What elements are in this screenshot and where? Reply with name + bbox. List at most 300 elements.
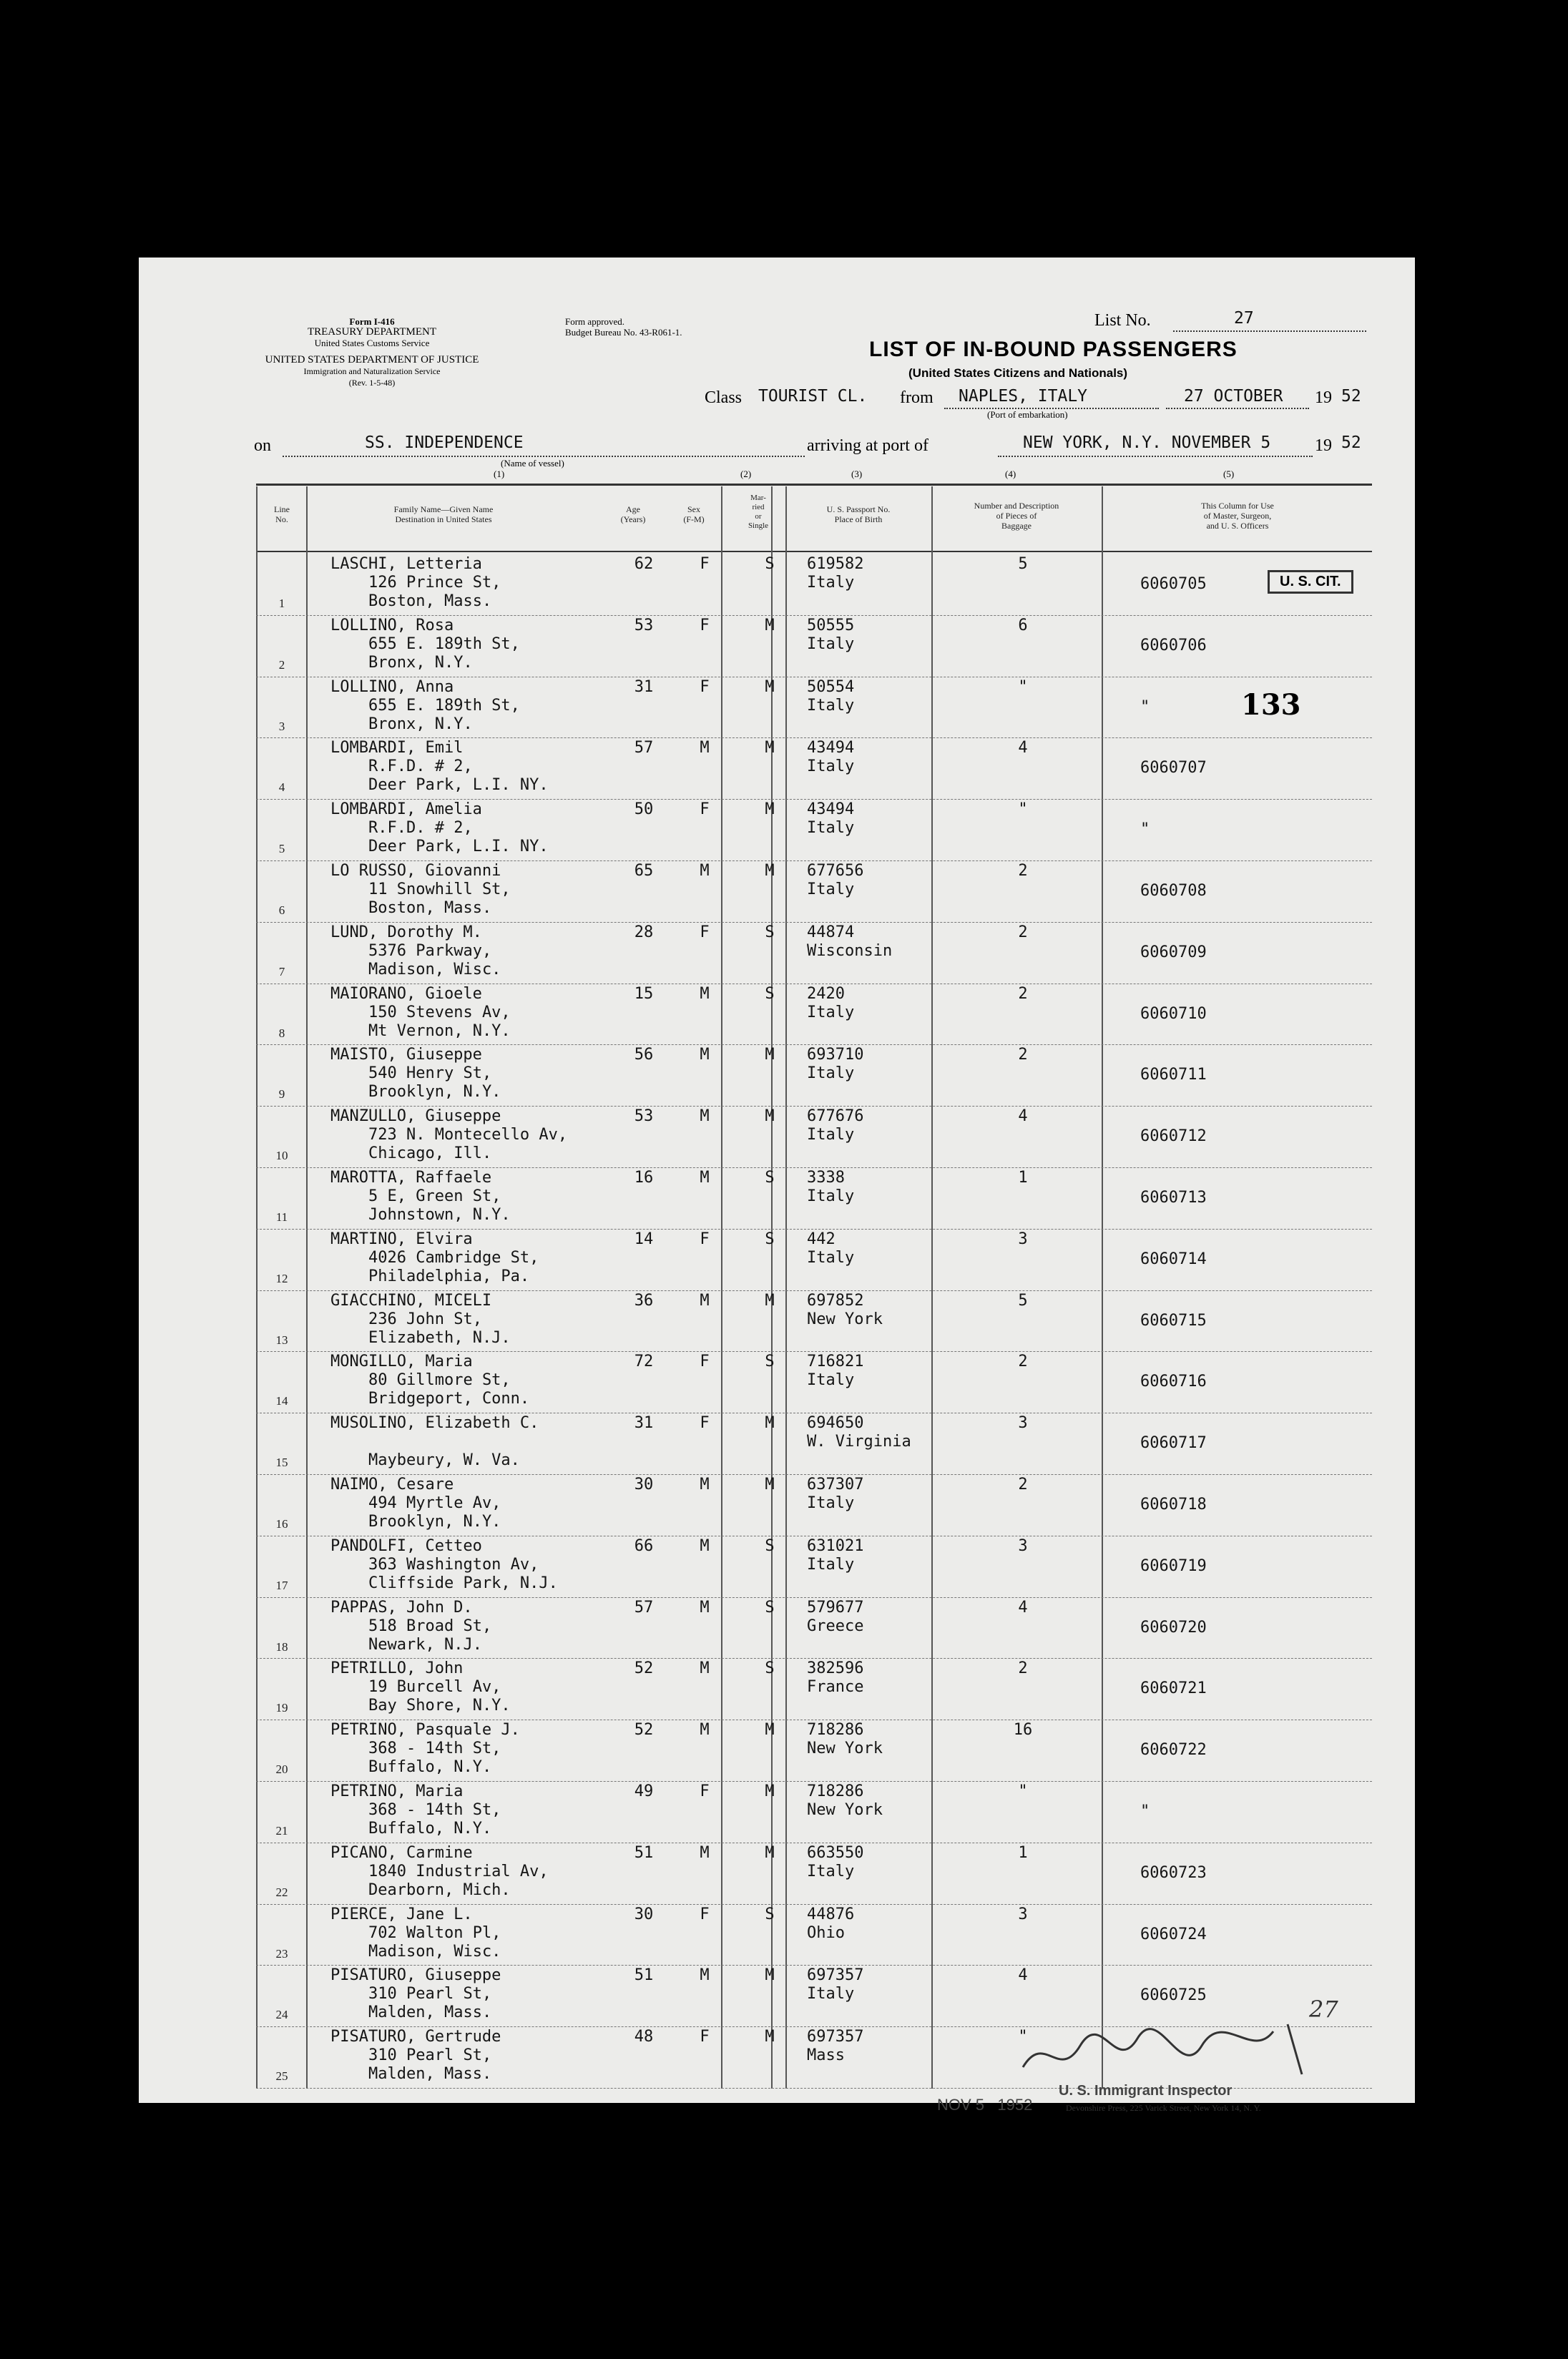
officer-number: 6060705 (1140, 575, 1207, 593)
col-header-officers: This Column for Use of Master, Surgeon, and U. S. Officers (1201, 501, 1274, 531)
address-street: 5 E, Green St, (368, 1187, 501, 1205)
page-title: LIST OF IN-BOUND PASSENGERS (869, 338, 1238, 361)
passenger-name: LO RUSSO, Giovanni (330, 862, 501, 880)
address-street: 655 E. 189th St, (368, 634, 520, 653)
passenger-name: MAIORANO, Gioele (330, 984, 482, 1003)
baggage-count: 4 (1018, 739, 1028, 757)
address-street: R.F.D. # 2, (368, 819, 473, 838)
passenger-name: MANZULLO, Giuseppe (330, 1107, 501, 1126)
passenger-name: LOMBARDI, Amelia (330, 800, 482, 819)
baggage-count: 4 (1018, 1966, 1028, 1985)
marital-status: M (765, 2028, 775, 2046)
col-header-sex: Sex (F-M) (683, 504, 705, 524)
age: 56 (634, 1046, 654, 1064)
marital-status: M (765, 616, 775, 634)
marital-status: S (765, 1598, 775, 1617)
list-no-label: List No. (1094, 311, 1151, 330)
address-city: Deer Park, L.I. NY. (368, 838, 549, 856)
birthplace: Italy (807, 634, 855, 653)
baggage-count: 2 (1018, 1659, 1028, 1678)
address-city: Bay Shore, N.Y. (368, 1697, 511, 1715)
age: 66 (634, 1536, 654, 1555)
passport-number: 382596 (807, 1659, 864, 1678)
line-number: 18 (275, 1639, 288, 1654)
age: 52 (634, 1721, 654, 1740)
line-number: 22 (275, 1885, 288, 1899)
row-divider (256, 1044, 1372, 1045)
baggage-count: " (1018, 2028, 1028, 2046)
sex: M (700, 1966, 710, 1985)
marital-status: S (765, 1659, 775, 1678)
page-subtitle: (United States Citizens and Nationals) (908, 366, 1128, 380)
arr-year-prefix: 19 (1315, 436, 1332, 455)
sex: F (700, 923, 710, 941)
address-street: 126 Prince St, (368, 574, 501, 592)
address-street: 702 Walton Pl, (368, 1923, 501, 1942)
sex: M (700, 1107, 710, 1126)
birthplace: Italy (807, 881, 855, 898)
marital-status: S (765, 1536, 775, 1555)
line-number: 25 (275, 2069, 288, 2084)
passenger-name: GIACCHINO, MICELI (330, 1291, 492, 1310)
line-number: 4 (278, 780, 285, 795)
passport-number: 43494 (807, 739, 855, 757)
from-label: from (900, 388, 934, 407)
age: 31 (634, 677, 654, 696)
officer-number: 6060717 (1140, 1434, 1207, 1453)
baggage-count: 5 (1018, 1291, 1028, 1310)
col-num-2: (2) (740, 469, 752, 479)
address-street: 236 John St, (368, 1310, 482, 1328)
line-number: 3 (278, 719, 285, 733)
sex: M (700, 1046, 710, 1064)
sex: M (700, 1721, 710, 1740)
officer-number: 6060719 (1140, 1556, 1207, 1575)
address-street: 310 Pearl St, (368, 2046, 492, 2065)
line-number: 8 (278, 1026, 285, 1040)
officer-number: " (1140, 697, 1150, 716)
baggage-count: 2 (1018, 1476, 1028, 1494)
address-street: 368 - 14th St, (368, 1801, 501, 1819)
row-divider (256, 1904, 1372, 1905)
passport-number: 50555 (807, 616, 855, 634)
sex: F (700, 1782, 710, 1800)
address-street: 80 Gillmore St, (368, 1371, 511, 1390)
passport-number: 3338 (807, 1169, 845, 1187)
passport-number: 697357 (807, 2028, 864, 2046)
address-street: 723 N. Montecello Av, (368, 1126, 568, 1144)
passport-number: 716821 (807, 1353, 864, 1371)
row-divider (256, 1290, 1372, 1291)
address-street: 363 Washington Av, (368, 1555, 539, 1574)
age: 57 (634, 1598, 654, 1617)
line-number: 21 (275, 1824, 288, 1838)
birthplace: Ohio (807, 1923, 845, 1942)
date-dots (1166, 408, 1309, 409)
age: 36 (634, 1291, 654, 1310)
birthplace: Italy (807, 819, 855, 838)
baggage-count: 4 (1018, 1107, 1028, 1126)
passport-number: 619582 (807, 555, 864, 573)
sex: F (700, 1353, 710, 1371)
marital-status: M (765, 1966, 775, 1985)
officer-number: 6060722 (1140, 1741, 1207, 1760)
marital-status: M (765, 1476, 775, 1494)
age: 53 (634, 1107, 654, 1126)
baggage-count: 2 (1018, 923, 1028, 941)
date-stamp: NOV 5 1952 (937, 2096, 1033, 2114)
passport-number: 43494 (807, 800, 855, 819)
col-num-4: (4) (1005, 469, 1016, 479)
row-divider (256, 1781, 1372, 1782)
passport-number: 677676 (807, 1107, 864, 1126)
birthplace: Italy (807, 1248, 855, 1267)
birthplace: New York (807, 1740, 883, 1758)
baggage-count: 2 (1018, 984, 1028, 1003)
line-number: 7 (278, 964, 285, 979)
birthplace: Italy (807, 1555, 855, 1574)
line-number: 2 (278, 657, 285, 672)
handwritten-tally: 27 (1309, 1996, 1338, 2023)
officer-number: 6060707 (1140, 759, 1207, 778)
address-street: 150 Stevens Av, (368, 1003, 511, 1021)
passenger-name: PIERCE, Jane L. (330, 1905, 473, 1923)
embark-label: (Port of embarkation) (987, 409, 1068, 420)
birthplace: Mass (807, 2046, 845, 2065)
sex: F (700, 616, 710, 634)
passenger-name: PICANO, Carmine (330, 1843, 473, 1862)
row-divider (256, 1658, 1372, 1659)
row-divider (256, 1474, 1372, 1475)
birthplace: Italy (807, 1064, 855, 1083)
marital-status: S (765, 1230, 775, 1248)
baggage-count: 3 (1018, 1414, 1028, 1433)
address-city: Philadelphia, Pa. (368, 1267, 530, 1285)
marital-status: M (765, 1046, 775, 1064)
col-divider (931, 486, 933, 2089)
officer-number: 6060725 (1140, 1986, 1207, 2005)
address-city: Malden, Mass. (368, 2065, 492, 2084)
age: 62 (634, 555, 654, 573)
arr-year: 52 (1341, 433, 1361, 452)
sex: F (700, 2028, 710, 2046)
officer-number: 6060709 (1140, 943, 1207, 961)
sex: M (700, 1598, 710, 1617)
baggage-count: 1 (1018, 1169, 1028, 1187)
passenger-name: LUND, Dorothy M. (330, 923, 482, 941)
address-street: 540 Henry St, (368, 1064, 492, 1083)
age: 57 (634, 739, 654, 757)
line-number: 11 (275, 1210, 288, 1224)
table-top-rule (256, 484, 1372, 486)
col-num-5: (5) (1223, 469, 1235, 479)
address-city: Brooklyn, N.Y. (368, 1513, 501, 1531)
passenger-name: MAROTTA, Raffaele (330, 1169, 492, 1187)
passenger-name: MARTINO, Elvira (330, 1230, 473, 1248)
passport-number: 631021 (807, 1536, 864, 1555)
tally-number-133: 133 (1241, 688, 1301, 722)
passenger-name: MUSOLINO, Elizabeth C. (330, 1414, 539, 1433)
age: 50 (634, 800, 654, 819)
passenger-name: PISATURO, Gertrude (330, 2028, 501, 2046)
passenger-name: PAPPAS, John D. (330, 1598, 473, 1617)
sex: M (700, 739, 710, 757)
marital-status: M (765, 1107, 775, 1126)
arrival-dots (998, 456, 1313, 457)
year-prefix: 19 (1315, 388, 1332, 407)
line-number: 24 (275, 2008, 288, 2022)
baggage-count: " (1018, 1782, 1028, 1800)
class-value: TOURIST CL. (758, 387, 868, 406)
sex: M (700, 862, 710, 880)
baggage-count: 2 (1018, 1353, 1028, 1371)
marital-status: M (765, 1414, 775, 1433)
passport-number: 2420 (807, 984, 845, 1003)
baggage-count: 16 (1013, 1721, 1033, 1740)
passport-number: 697357 (807, 1966, 864, 1985)
col-num-1: (1) (494, 469, 505, 479)
age: 51 (634, 1966, 654, 1985)
printer-imprint: Devonshire Press, 225 Varick Street, New York 14, N. Y. (1066, 2103, 1261, 2113)
line-number: 9 (278, 1087, 285, 1102)
marital-status: M (765, 862, 775, 880)
marital-status: S (765, 555, 775, 573)
sex: M (700, 1659, 710, 1678)
birthplace: Italy (807, 574, 855, 592)
passenger-name: PANDOLFI, Cetteo (330, 1536, 482, 1555)
age: 30 (634, 1905, 654, 1923)
age: 30 (634, 1476, 654, 1494)
col-header-age: Age (Years) (620, 504, 646, 524)
passport-number: 718286 (807, 1782, 864, 1800)
form-approved: Form approved. (565, 316, 625, 327)
birthplace: W. Virginia (807, 1433, 911, 1451)
officer-number: 6060711 (1140, 1066, 1207, 1084)
revision: (Rev. 1-5-48) (348, 378, 396, 388)
marital-status: S (765, 923, 775, 941)
baggage-count: 1 (1018, 1843, 1028, 1862)
justice-dept: UNITED STATES DEPARTMENT OF JUSTICE (265, 354, 479, 366)
age: 48 (634, 2028, 654, 2046)
address-city: Boston, Mass. (368, 899, 492, 917)
marital-status: M (765, 1291, 775, 1310)
arrival-value: NEW YORK, N.Y. NOVEMBER 5 (1023, 433, 1271, 452)
marital-status: S (765, 984, 775, 1003)
address-city: Deer Park, L.I. NY. (368, 776, 549, 795)
passport-number: 677656 (807, 862, 864, 880)
treasury-dept: TREASURY DEPARTMENT (307, 326, 437, 338)
baggage-count: 2 (1018, 1046, 1028, 1064)
birthplace: Wisconsin (807, 941, 893, 960)
baggage-count: " (1018, 800, 1028, 819)
marital-status: S (765, 1353, 775, 1371)
sex: M (700, 1291, 710, 1310)
baggage-count: 4 (1018, 1598, 1028, 1617)
birthplace: Italy (807, 757, 855, 776)
passport-number: 579677 (807, 1598, 864, 1617)
line-number: 14 (275, 1394, 288, 1408)
row-divider (256, 1351, 1372, 1352)
passport-number: 50554 (807, 677, 855, 696)
age: 52 (634, 1659, 654, 1678)
form-header-left (243, 316, 501, 348)
year-value: 52 (1341, 387, 1361, 406)
address-city: Boston, Mass. (368, 592, 492, 610)
sex: M (700, 1169, 710, 1187)
inspector-signature (1016, 2017, 1345, 2089)
line-number: 1 (278, 597, 285, 610)
address-city: Elizabeth, N.J. (368, 1328, 511, 1347)
passport-number: 693710 (807, 1046, 864, 1064)
line-number: 23 (275, 1946, 288, 1961)
passenger-name: LOLLINO, Rosa (330, 616, 454, 634)
arriving-label: arriving at port of (807, 436, 928, 455)
line-number: 20 (275, 1762, 288, 1777)
marital-status: M (765, 677, 775, 696)
officer-number: 6060706 (1140, 636, 1207, 654)
address-street: 5376 Parkway, (368, 941, 492, 960)
officer-number: 6060708 (1140, 882, 1207, 900)
birthplace: Italy (807, 696, 855, 715)
birthplace: New York (807, 1801, 883, 1819)
row-divider (256, 860, 1372, 861)
line-number: 16 (275, 1517, 288, 1531)
col-divider (306, 486, 308, 2089)
col-divider (256, 486, 258, 2089)
line-number: 13 (275, 1333, 288, 1347)
officer-number: 6060715 (1140, 1311, 1207, 1330)
row-divider (256, 1229, 1372, 1230)
passenger-name: LOLLINO, Anna (330, 677, 454, 696)
col-header-baggage: Number and Description of Pieces of Baggage (974, 501, 1059, 531)
address-street: 310 Pearl St, (368, 1985, 492, 2004)
row-divider (256, 1965, 1372, 1966)
birthplace: Italy (807, 1862, 855, 1880)
line-number: 17 (275, 1578, 288, 1592)
sex: M (700, 1476, 710, 1494)
age: 15 (634, 984, 654, 1003)
col-header-name: Family Name—Given Name Destination in United States (393, 504, 494, 524)
budget-bureau: Budget Bureau No. 43-R061-1. (565, 327, 682, 338)
passport-number: 663550 (807, 1843, 864, 1862)
birthplace: New York (807, 1310, 883, 1328)
vessel-name: SS. INDEPENDENCE (365, 433, 524, 452)
birthplace: Italy (807, 1126, 855, 1144)
age: 16 (634, 1169, 654, 1187)
officer-number: 6060721 (1140, 1679, 1207, 1698)
baggage-count: 3 (1018, 1905, 1028, 1923)
marital-status: M (765, 1843, 775, 1862)
baggage-count: 5 (1018, 555, 1028, 573)
address-city: Maybeury, W. Va. (368, 1451, 520, 1470)
address-city: Mt Vernon, N.Y. (368, 1021, 511, 1040)
ins-service: Immigration and Naturalization Service (303, 366, 441, 376)
address-street: 4026 Cambridge St, (368, 1248, 539, 1267)
row-divider (256, 737, 1372, 738)
age: 72 (634, 1353, 654, 1371)
vessel-dots (283, 456, 805, 457)
officer-number: 6060714 (1140, 1250, 1207, 1268)
line-number: 19 (275, 1701, 288, 1715)
address-city: Malden, Mass. (368, 2004, 492, 2022)
address-city: Dearborn, Mich. (368, 1880, 511, 1899)
address-street: 655 E. 189th St, (368, 696, 520, 715)
marital-status: M (765, 1782, 775, 1800)
officer-number: 6060713 (1140, 1189, 1207, 1207)
passport-number: 637307 (807, 1476, 864, 1494)
sex: M (700, 1843, 710, 1862)
address-city: Chicago, Ill. (368, 1144, 492, 1163)
baggage-count: 6 (1018, 616, 1028, 634)
age: 28 (634, 923, 654, 941)
passport-number: 44874 (807, 923, 855, 941)
justice-block (243, 354, 501, 388)
form-number: Form I-416 (349, 316, 395, 327)
age: 49 (634, 1782, 654, 1800)
age: 65 (634, 862, 654, 880)
officer-number: 6060716 (1140, 1373, 1207, 1391)
passenger-name: PETRILLO, John (330, 1659, 464, 1678)
inspector-label: U. S. Immigrant Inspector (1059, 2083, 1233, 2099)
passport-number: 44876 (807, 1905, 855, 1923)
address-street: 1840 Industrial Av, (368, 1862, 549, 1880)
passport-number: 442 (807, 1230, 836, 1248)
sex: F (700, 1230, 710, 1248)
on-label: on (254, 436, 271, 455)
officer-number: 6060720 (1140, 1618, 1207, 1637)
sex: M (700, 1536, 710, 1555)
address-city: Buffalo, N.Y. (368, 1758, 492, 1777)
address-city: Madison, Wisc. (368, 1942, 501, 1961)
address-city: Buffalo, N.Y. (368, 1820, 492, 1838)
address-city: Newark, N.J. (368, 1635, 482, 1654)
col-num-3: (3) (851, 469, 863, 479)
address-street: 368 - 14th St, (368, 1740, 501, 1758)
birthplace: Italy (807, 1003, 855, 1021)
passenger-name: MAISTO, Giuseppe (330, 1046, 482, 1064)
vessel-label: (Name of vessel) (501, 458, 564, 469)
birthplace: Italy (807, 1187, 855, 1205)
officer-number: " (1140, 820, 1150, 839)
list-no-dots (1173, 330, 1366, 332)
customs-service: United States Customs Service (314, 338, 430, 348)
row-divider (256, 615, 1372, 616)
marital-status: M (765, 1721, 775, 1740)
passenger-name: LASCHI, Letteria (330, 555, 482, 573)
baggage-count: 2 (1018, 862, 1028, 880)
baggage-count: " (1018, 677, 1028, 696)
sex: F (700, 800, 710, 819)
birthplace: Italy (807, 1371, 855, 1390)
officer-number: 6060718 (1140, 1496, 1207, 1514)
officer-number: 6060712 (1140, 1127, 1207, 1146)
us-citizen-stamp: U. S. CIT. (1268, 570, 1353, 594)
col-header-line: Line No. (274, 504, 290, 524)
age: 53 (634, 616, 654, 634)
birthplace: Italy (807, 1985, 855, 2004)
baggage-count: 3 (1018, 1230, 1028, 1248)
baggage-count: 3 (1018, 1536, 1028, 1555)
line-number: 6 (278, 903, 285, 917)
passenger-name: NAIMO, Cesare (330, 1476, 454, 1494)
passenger-name: PETRINO, Maria (330, 1782, 464, 1800)
departure-date: 27 OCTOBER (1184, 387, 1283, 406)
row-divider (256, 1106, 1372, 1107)
marital-status: S (765, 1905, 775, 1923)
sex: F (700, 555, 710, 573)
address-city: Bronx, N.Y. (368, 653, 473, 672)
line-number: 15 (275, 1456, 288, 1470)
